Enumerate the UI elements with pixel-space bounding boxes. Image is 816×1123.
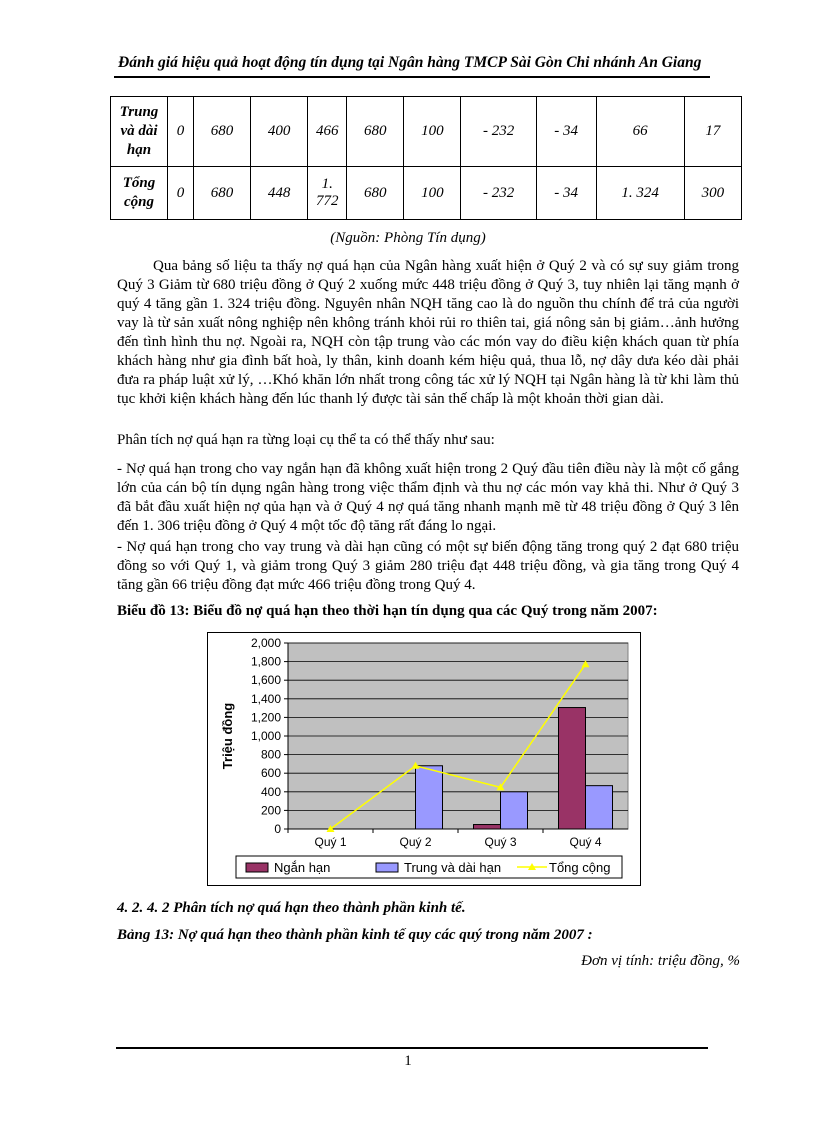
table-cell: 17 [684,97,741,167]
paragraph-long-term: - Nợ quá hạn trong cho vay trung và dài hạn cũng có một sự biến động tăng trong quý 2 đạt 680 triệu đồng so với Quý 1, và giảm trong Quý 3 giảm 280 triệu đạt 448 triệu đồng, và gia tăng trong Quý 4 tăng gần 66 triệu đồng đạt mức 466 triệu đồng trong Quý 4. [117,539,739,593]
y-tick-label: 600 [260,766,281,781]
debt-table [110,96,742,220]
row-label: Trung và dài hạn [111,97,168,167]
footer-rule [116,1047,708,1049]
y-axis-label: Triệu đồng [220,702,235,770]
table-cell: 66 [596,97,684,167]
table-cell: - 232 [461,167,536,220]
y-tick-label: 1,800 [250,654,281,669]
table-caption: Bảng 13: Nợ quá hạn theo thành phần kinh tế quy các quý trong năm 2007 : [117,927,593,943]
table-row [111,167,742,220]
bar-short-term [559,708,586,829]
chart-container [207,632,641,886]
table-cell: 680 [193,97,250,167]
bar-long-term [501,792,528,829]
table-cell: 1. 772 [308,167,347,220]
y-tick-label: 1,000 [250,729,281,743]
paragraph-short-term: - Nợ quá hạn trong cho vay ngắn hạn đã không xuất hiện trong 2 Quý đầu tiên điều này là một cố gắng lớn của cán bộ tín dụng ngân hàng trong việc thẩm định và thu nợ các món vay khả thi. Như ở Quý 3 đã bắt đầu xuất hiện nợ qủa hạn và ở Quý 4 nợ quá tăng nhanh mạnh mẽ từ 48 triệu đồng ở Quý 3 lên đến 1. 306 triệu đồng ở Quý 4 một tốc độ tăng rất đáng lo ngại. [117,461,739,534]
bar-long-term [416,766,443,829]
row-label: Tổng cộng [111,167,168,220]
paragraph-intro: Phân tích nợ quá hạn ra từng loại cụ thể ta có thể thấy như sau: [117,432,495,448]
header-rule [114,76,710,78]
table-cell: 0 [168,167,194,220]
y-tick-label: 400 [260,784,281,799]
table-cell: 448 [251,167,308,220]
table-cell: 680 [347,97,404,167]
paragraph-analysis: Qua bảng số liệu ta thấy nợ quá hạn của Ngân hàng xuất hiện ở Quý 2 và có sự suy giảm trong Quý 3 Giảm từ 680 triệu đồng ở Quý 2 xuống mức 448 triệu đồng ở Quý 3, tuy nhiên lại tăng mạnh ở quý 4 tăng gần 1. 324 triệu đồng. Nguyên nhân NQH tăng cao là do nguồn thu chính để trả của người vay là từ sản xuất nông nghiệp nên không tránh khỏi rủi ro thiên tai, giá nông sản bị giảm…ảnh hưởng đến tình hình thu nợ. Ngoài ra, NQH còn tập trung vào các món vay do điều kiện khách quan từ phía khách hàng như gia đình bất hoà, ly thân, kinh doanh kém hiệu quả, thua lỗ, nợ dây dưa kéo dài phải đưa ra pháp luật xử lý, …Khó khăn lớn nhất trong công tác xử lý NQH tại Ngân hàng là từ khi làm thủ tục khởi kiện khách hàng đến lúc thanh lý được tài sản thế chấp là một khoản thời gian dài. [117,258,739,407]
bar-short-term [474,825,501,829]
table-cell: 400 [251,97,308,167]
legend-label: Tổng cộng [549,860,611,875]
table-cell: 680 [347,167,404,220]
y-tick-label: 1,600 [250,673,281,688]
x-tick-label: Quý 2 [399,835,432,849]
table-source: (Nguồn: Phòng Tín dụng) [330,230,486,246]
y-tick-label: 0 [274,822,281,836]
table-cell: 300 [684,167,741,220]
y-tick-label: 200 [260,803,281,818]
chart-caption: Biểu đồ 13: Biểu đồ nợ quá hạn theo thời hạn tín dụng qua các Quý trong năm 2007: [117,603,658,619]
table-row [111,97,742,167]
y-tick-label: 2,000 [250,636,281,650]
table-cell: - 34 [536,167,596,220]
table-cell: 1. 324 [596,167,684,220]
y-tick-label: 1,400 [250,691,281,706]
section-heading: 4. 2. 4. 2 Phân tích nợ quá hạn theo thành phần kinh tế. [117,900,466,916]
page-number: 1 [404,1053,412,1069]
table-cell: 680 [193,167,250,220]
y-tick-label: 800 [260,747,281,762]
legend-label: Ngắn hạn [274,860,331,875]
x-tick-label: Quý 4 [569,835,602,849]
table-cell: 0 [168,97,194,167]
legend-label: Trung và dài hạn [404,860,502,875]
unit-label: Đơn vị tính: triệu đồng, % [581,953,740,969]
table-cell: 466 [308,97,347,167]
table-cell: 100 [404,97,461,167]
table-cell: - 232 [461,97,536,167]
x-tick-label: Quý 1 [314,835,347,849]
bar-long-term [586,786,613,829]
table-cell: 100 [404,167,461,220]
x-tick-label: Quý 3 [484,835,517,849]
legend-swatch [246,863,268,872]
legend-swatch [376,863,398,872]
table-cell: - 34 [536,97,596,167]
page-header-title: Đánh giá hiệu quả hoạt động tín dụng tại Ngân hàng TMCP Sài Gòn Chi nhánh An Giang [118,54,702,71]
overdue-debt-chart [208,633,640,885]
y-tick-label: 1,200 [250,710,281,725]
